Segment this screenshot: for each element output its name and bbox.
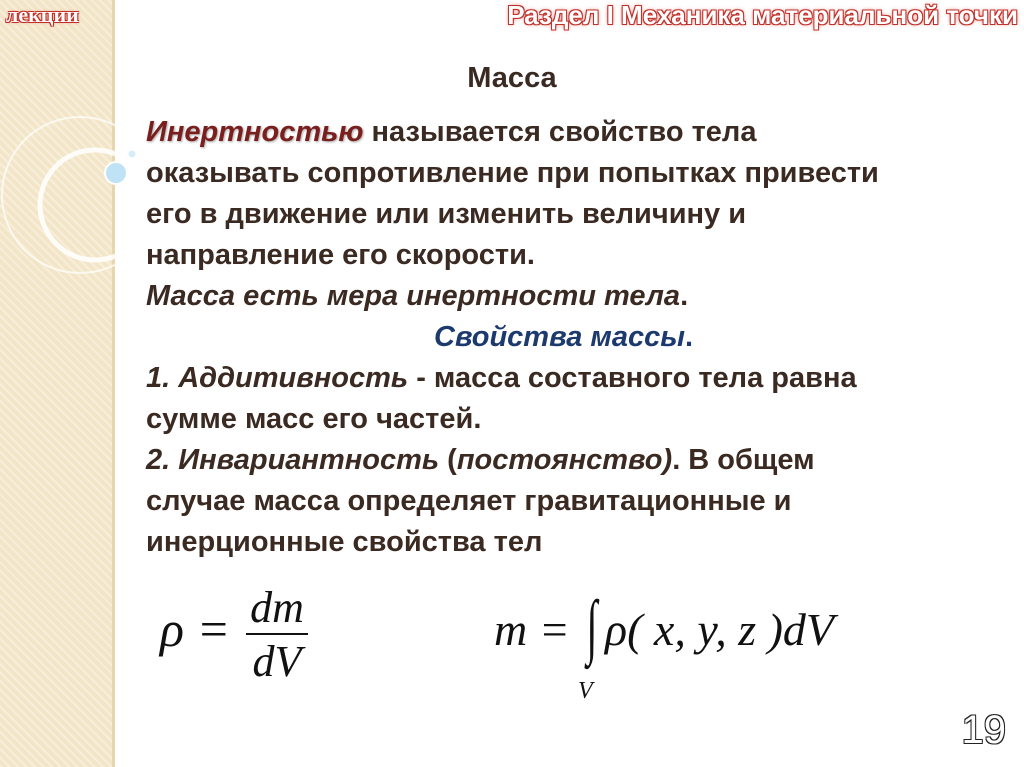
deco-bubble-large (105, 162, 127, 184)
mass-statement-period: . (680, 280, 689, 312)
definition-line-1 (146, 112, 1006, 153)
density-denominator: dV (252, 637, 302, 686)
deco-ring-outer (2, 117, 158, 273)
property-1-line-1 (146, 358, 1006, 399)
property-2-paren: ( (439, 444, 457, 476)
mass-formula-lhs: m = (494, 604, 570, 655)
page-number: 19 (961, 708, 1006, 752)
slide-body (146, 112, 1006, 563)
density-numerator: dm (250, 583, 304, 632)
section-label: лекции (6, 2, 79, 27)
properties-heading-period: . (685, 321, 694, 353)
property-2-name: 2. Инвариантность (146, 444, 440, 476)
deco-bubble-small (128, 150, 136, 158)
property-1-line-2: сумме масс его частей. (146, 403, 482, 435)
mass-statement-text: Масса есть мера инертности тела (146, 280, 681, 312)
property-2-line-1 (146, 440, 1006, 481)
properties-heading (146, 317, 1006, 358)
definition-line-3: его в движение или изменить величину и (146, 198, 747, 230)
property-1-name: 1. Аддитивность (146, 362, 409, 394)
definition-term: Инертностью (146, 116, 364, 148)
slide-title: Масса (467, 62, 557, 94)
fraction-bar (246, 633, 308, 635)
property-2-line-2: случае масса определяет гравитационные и (146, 485, 792, 517)
definition-text-1: называется свойство тела (363, 116, 757, 148)
property-2-line-3: инерционные свойства тел (146, 526, 543, 558)
property-1-desc: - масса составного тела равна (408, 362, 857, 394)
definition-line-4: направление его скорости. (146, 239, 535, 271)
mass-statement (146, 276, 1006, 317)
properties-heading-text: Свойства массы (434, 321, 686, 353)
deco-ring-inner (40, 150, 150, 260)
property-2-desc: . В общем (672, 444, 815, 476)
definition-line-2: оказывать сопротивление при попытках привести (146, 157, 879, 189)
density-fraction (246, 585, 308, 687)
density-formula-lhs: ρ = (160, 601, 231, 657)
property-2-alt-name: постоянство) (456, 444, 673, 476)
integral-subscript: V (578, 678, 593, 704)
mass-formula-integrand: ρ( x, y, z )dV (605, 604, 835, 655)
integral-sign: ∫ (586, 586, 598, 666)
header-title: Раздел I Механика материальной точки (507, 0, 1018, 30)
